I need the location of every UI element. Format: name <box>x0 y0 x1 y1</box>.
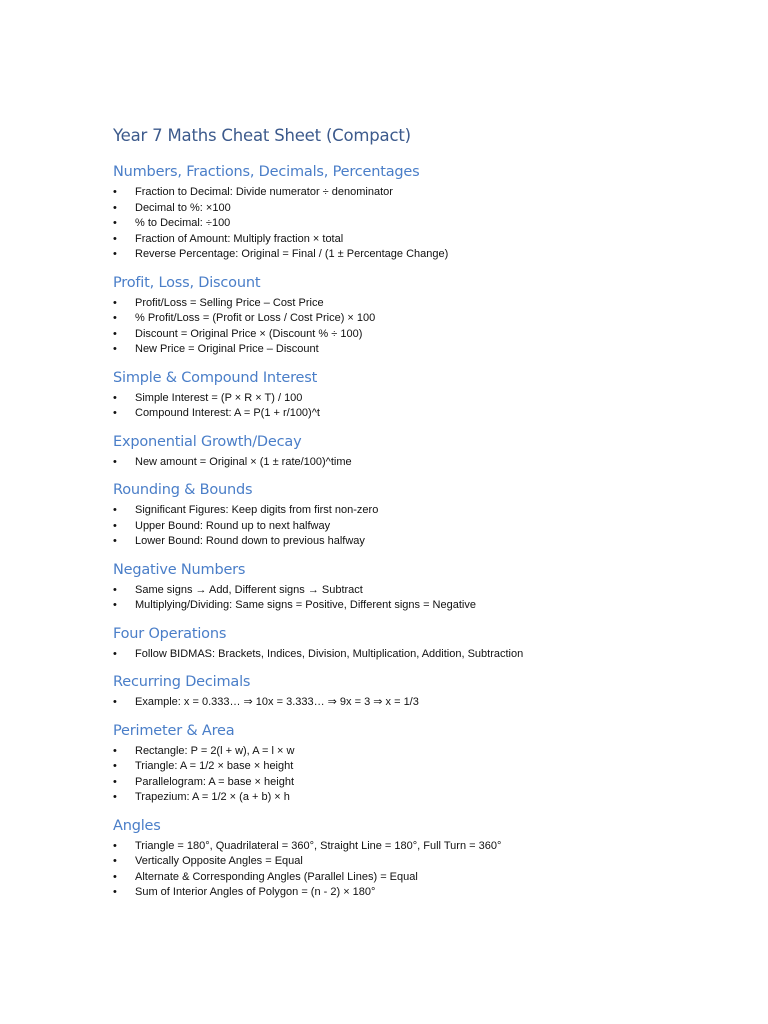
bullet-icon: • <box>113 870 117 883</box>
section-heading: Angles <box>113 817 161 834</box>
bullet-item <box>113 583 713 599</box>
bullet-text: Reverse Percentage: Original = Final / (1 ± Percentage Change) <box>135 248 449 260</box>
bullet-text: Decimal to %: ×100 <box>135 201 231 214</box>
sections-container <box>113 162 713 901</box>
section <box>113 560 713 614</box>
section-heading: Simple & Compound Interest <box>113 369 318 386</box>
bullet-text: Fraction to Decimal: Divide numerator ÷ denominator <box>135 186 393 198</box>
bullet-text: Multiplying/Dividing: Same signs = Positive, Different signs = Negative <box>135 599 476 611</box>
bullet-icon: • <box>113 599 117 611</box>
bullet-icon: • <box>113 217 117 229</box>
bullet-item <box>113 759 713 775</box>
bullet-list <box>113 391 713 422</box>
bullet-icon: • <box>113 791 117 803</box>
bullet-list <box>113 185 713 263</box>
bullet-item <box>113 311 713 327</box>
bullet-icon: • <box>113 186 117 198</box>
bullet-text: Parallelogram: A = base × height <box>135 775 294 788</box>
bullet-text: Rectangle: P = 2(l + w), A = l × w <box>135 744 295 757</box>
bullet-text: Significant Figures: Keep digits from first non-zero <box>135 504 379 516</box>
bullet-icon: • <box>113 775 117 788</box>
bullet-item <box>113 342 713 358</box>
bullet-text: New amount = Original × (1 ± rate/100)^time <box>135 455 352 468</box>
bullet-text: Vertically Opposite Angles = Equal <box>135 855 303 867</box>
bullet-icon: • <box>113 407 117 419</box>
bullet-item <box>113 695 713 711</box>
bullet-list <box>113 744 713 806</box>
bullet-text: % to Decimal: ÷100 <box>135 217 231 229</box>
bullet-text: Upper Bound: Round up to next halfway <box>135 519 331 532</box>
bullet-icon: • <box>113 296 117 309</box>
section <box>113 721 713 806</box>
bullet-text: Lower Bound: Round down to previous halfway <box>135 535 365 547</box>
bullet-item <box>113 647 713 663</box>
bullet-icon: • <box>113 647 117 660</box>
bullet-list <box>113 503 713 550</box>
bullet-text: Discount = Original Price × (Discount % ÷ 100) <box>135 327 363 340</box>
bullet-text: Profit/Loss = Selling Price – Cost Price <box>135 296 324 309</box>
bullet-icon: • <box>113 455 117 468</box>
bullet-list <box>113 455 713 471</box>
bullet-icon: • <box>113 839 117 852</box>
bullet-icon: • <box>113 855 117 867</box>
bullet-item <box>113 854 713 870</box>
section <box>113 480 713 550</box>
bullet-item <box>113 744 713 760</box>
section-heading: Profit, Loss, Discount <box>113 274 261 291</box>
section-heading: Rounding & Bounds <box>113 482 253 498</box>
bullet-list <box>113 839 713 901</box>
document-content <box>113 125 713 911</box>
bullet-icon: • <box>113 583 117 596</box>
bullet-item <box>113 216 713 232</box>
bullet-item <box>113 519 713 535</box>
bullet-icon: • <box>113 312 117 324</box>
section <box>113 816 713 901</box>
bullet-item <box>113 870 713 886</box>
bullet-item <box>113 503 713 519</box>
bullet-item <box>113 247 713 263</box>
section <box>113 273 713 358</box>
section-heading: Exponential Growth/Decay <box>113 433 302 450</box>
bullet-item <box>113 885 713 901</box>
bullet-text: Same signs → Add, Different signs → Subtract <box>135 583 363 596</box>
bullet-text: Fraction of Amount: Multiply fraction × total <box>135 232 344 245</box>
section <box>113 162 713 263</box>
bullet-icon: • <box>113 519 117 532</box>
bullet-text: Trapezium: A = 1/2 × (a + b) × h <box>135 791 290 803</box>
bullet-icon: • <box>113 760 117 772</box>
bullet-item <box>113 790 713 806</box>
section <box>113 672 713 711</box>
bullet-icon: • <box>113 696 117 708</box>
bullet-text: Triangle = 180°, Quadrilateral = 360°, Straight Line = 180°, Full Turn = 360° <box>135 839 502 852</box>
bullet-text: Follow BIDMAS: Brackets, Indices, Division, Multiplication, Addition, Subtraction <box>135 647 524 660</box>
bullet-item <box>113 232 713 248</box>
section-heading: Numbers, Fractions, Decimals, Percentages <box>113 164 420 180</box>
bullet-icon: • <box>113 504 117 516</box>
bullet-icon: • <box>113 535 117 547</box>
bullet-text: Triangle: A = 1/2 × base × height <box>135 760 294 772</box>
bullet-icon: • <box>113 232 117 245</box>
bullet-icon: • <box>113 201 117 214</box>
document-title: Year 7 Maths Cheat Sheet (Compact) <box>113 126 411 145</box>
bullet-text: Simple Interest = (P × R × T) / 100 <box>135 391 303 404</box>
bullet-text: New Price = Original Price – Discount <box>135 343 319 355</box>
bullet-item <box>113 406 713 422</box>
bullet-item <box>113 391 713 407</box>
bullet-icon: • <box>113 744 117 757</box>
bullet-item <box>113 185 713 201</box>
bullet-list <box>113 583 713 614</box>
bullet-item <box>113 455 713 471</box>
bullet-icon: • <box>113 391 117 404</box>
bullet-text: % Profit/Loss = (Profit or Loss / Cost Price) × 100 <box>135 312 376 324</box>
section <box>113 624 713 663</box>
bullet-text: Alternate & Corresponding Angles (Parallel Lines) = Equal <box>135 870 418 883</box>
section-heading: Four Operations <box>113 625 227 642</box>
bullet-item <box>113 839 713 855</box>
bullet-icon: • <box>113 327 117 340</box>
bullet-icon: • <box>113 343 117 355</box>
bullet-list <box>113 647 713 663</box>
bullet-text: Sum of Interior Angles of Polygon = (n - 2) × 180° <box>135 886 376 898</box>
bullet-text: Compound Interest: A = P(1 + r/100)^t <box>135 407 320 419</box>
bullet-icon: • <box>113 248 117 260</box>
bullet-text: Example: x = 0.333… ⇒ 10x = 3.333… ⇒ 9x = 3 ⇒ x = 1/3 <box>135 696 419 708</box>
bullet-item <box>113 598 713 614</box>
section <box>113 368 713 422</box>
bullet-item <box>113 775 713 791</box>
bullet-item <box>113 201 713 217</box>
section-heading: Perimeter & Area <box>113 722 235 739</box>
bullet-list <box>113 296 713 358</box>
bullet-item <box>113 296 713 312</box>
bullet-item <box>113 534 713 550</box>
bullet-item <box>113 327 713 343</box>
section-heading: Negative Numbers <box>113 561 246 578</box>
bullet-icon: • <box>113 886 117 898</box>
section <box>113 432 713 471</box>
bullet-list <box>113 695 713 711</box>
section-heading: Recurring Decimals <box>113 674 251 690</box>
